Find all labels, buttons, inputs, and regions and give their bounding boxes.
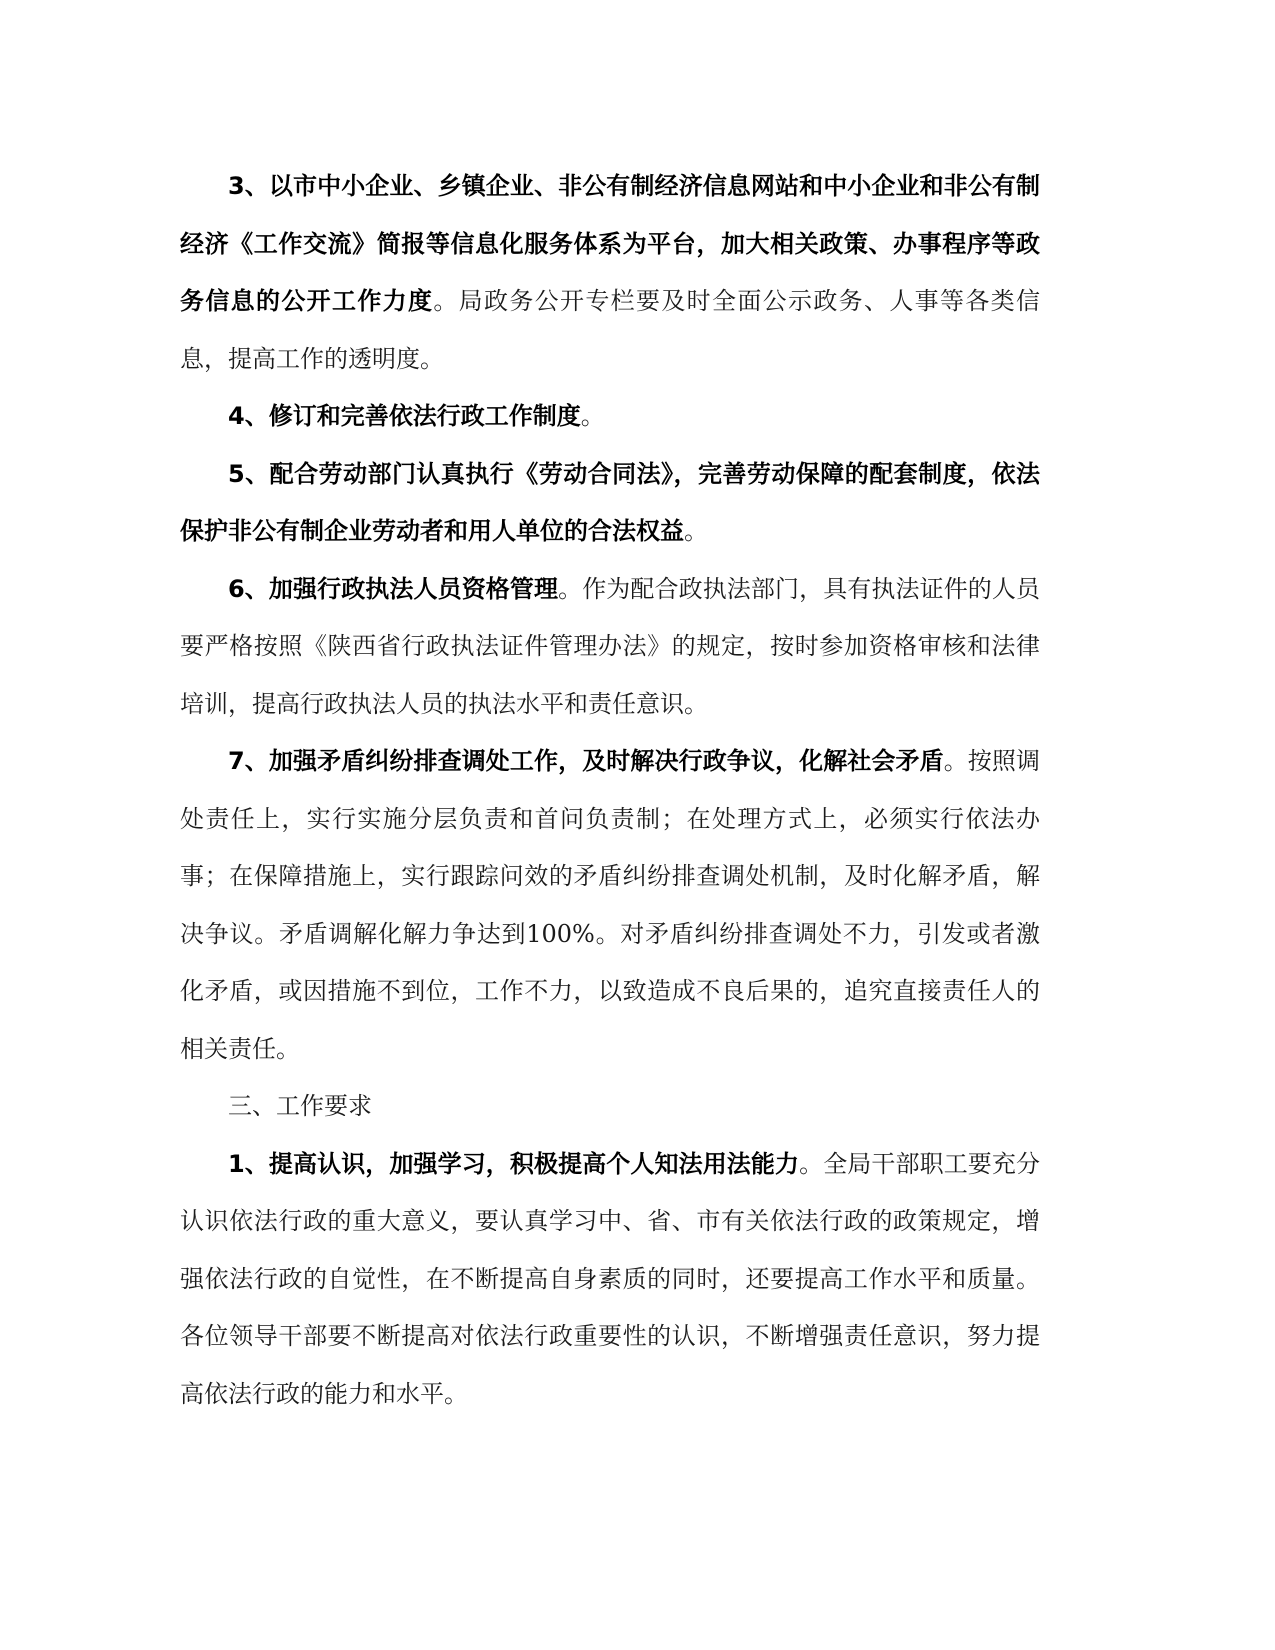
paragraph-text: 。 <box>684 517 708 545</box>
paragraph-item-3 <box>180 158 1040 388</box>
paragraph-heading: 5、配合劳动部门认真执行《劳动合同法》，完善劳动保障的配套制度，依法保护非公有制企业劳动者和用人单位的合法权益 <box>180 459 1040 545</box>
paragraph-text: 。局政务公开专栏要及时全面公示政务、人事等各类信息，提高工作的透明度。 <box>180 287 1041 373</box>
paragraph-text: 。全局干部职工要充分认识依法行政的重大意义，要认真学习中、省、市有关依法行政的政策规定，增强依法行政的自觉性，在不断提高自身素质的同时，还要提高工作水平和质量。各位领导干部要不断提高对依法行政重要性的认识，不断增强责任意识，努力提高依法行政的能力和水平。 <box>180 1149 1041 1408</box>
paragraph-heading: 1、提高认识，加强学习，积极提高个人知法用法能力 <box>228 1149 800 1178</box>
section-heading-work-requirements <box>180 1078 1040 1136</box>
paragraph-heading: 3、以市中小企业、乡镇企业、非公有制经济信息网站和中小企业和非公有制经济《工作交流》简报等信息化服务体系为平台，加大相关政策、办事程序等政务信息的公开工作力度 <box>180 172 1040 315</box>
document-body <box>180 158 1040 1423</box>
paragraph-heading: 7、加强矛盾纠纷排查调处工作，及时解决行政争议，化解社会矛盾 <box>228 747 944 775</box>
paragraph-item-req-1 <box>180 1136 1040 1424</box>
paragraph-item-4 <box>180 388 1040 446</box>
paragraph-item-5 <box>180 446 1040 561</box>
paragraph-item-6 <box>180 561 1040 734</box>
paragraph-text: 。按照调处责任上，实行实施分层负责和首问负责制；在处理方式上，必须实行依法办事；在保障措施上，实行跟踪问效的矛盾纠纷排查调处机制，及时化解矛盾，解决争议。矛盾调解化解力争达到100%。对矛盾纠纷排查调处不力，引发或者激化矛盾，或因措施不到位，工作不力，以致造成不良后果的，追究直接责任人的相关责任。 <box>180 747 1041 1063</box>
paragraph-heading: 4、修订和完善依法行政工作制度 <box>228 402 581 430</box>
paragraph-item-7 <box>180 733 1040 1078</box>
paragraph-text: 。作为配合政执法部门，具有执法证件的人员要严格按照《陕西省行政执法证件管理办法》的规定，按时参加资格审核和法律培训，提高行政执法人员的执法水平和责任意识。 <box>180 574 1041 718</box>
paragraph-heading: 6、加强行政执法人员资格管理 <box>228 574 559 603</box>
section-title: 三、工作要求 <box>228 1092 372 1120</box>
paragraph-text: 。 <box>580 402 605 430</box>
